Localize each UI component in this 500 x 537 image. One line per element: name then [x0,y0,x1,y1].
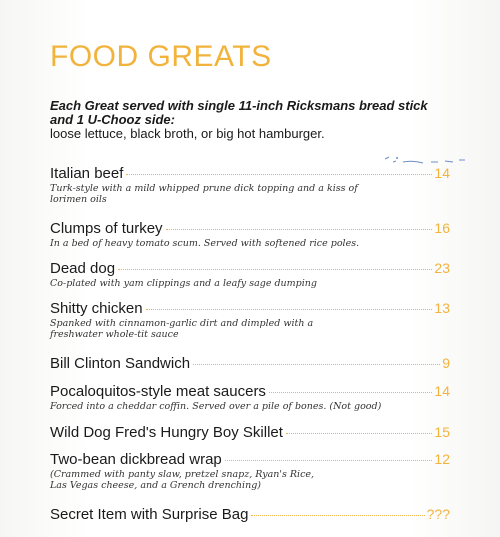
dotted-leader [286,433,432,434]
item-name: Shitty chicken [50,300,143,317]
item-price: ??? [426,506,450,522]
item-description: Turk-style with a mild whipped prune dick topping and a kiss of lorimen oils [50,183,358,205]
menu-title: FOOD GREATS [50,40,272,73]
item-name: Secret Item with Surprise Bag [50,506,249,523]
item-price: 14 [434,165,450,181]
dotted-leader [225,460,433,461]
item-name: Bill Clinton Sandwich [50,355,191,372]
menu-item [50,300,450,340]
intro-bold-text: Each Great served with single 11-inch Ricksmans bread stick and 1 U-Chooz side: [50,98,428,127]
menu-item [50,165,450,205]
item-price: 23 [434,260,450,276]
item-price: 12 [434,451,450,467]
dotted-leader [126,174,432,175]
item-name: Two-bean dickbread wrap [50,451,222,468]
item-description: Spanked with cinnamon-garlic dirt and dimpled with a freshwater whole-tit sauce [50,318,314,340]
menu-item [50,451,450,491]
menu-intro [50,99,450,141]
item-name: Wild Dog Fred's Hungry Boy Skillet [50,424,283,441]
item-name: Clumps of turkey [50,220,163,237]
item-price: 16 [434,220,450,236]
menu-item [50,220,450,249]
item-description: Co-plated with yam clippings and a leafy sage dumping [50,278,317,289]
menu-item [50,260,450,289]
item-price: 13 [434,300,450,316]
dotted-leader [193,364,440,365]
item-description: Forced into a cheddar coffin. Served over a pile of bones. (Not good) [50,401,382,412]
item-price: 15 [434,424,450,440]
dotted-leader [146,309,433,310]
menu-item [50,506,450,523]
dotted-leader [166,229,433,230]
item-name: Dead dog [50,260,116,277]
menu-item [50,383,450,412]
menu-item [50,424,450,441]
item-price: 14 [434,383,450,399]
dotted-leader [118,269,432,270]
menu-item [50,355,450,372]
item-name: Italian beef [50,165,124,182]
item-description: In a bed of heavy tomato scum. Served with softened rice poles. [50,238,360,249]
dotted-leader [269,392,432,393]
item-price: 9 [442,355,450,371]
intro-plain-text: loose lettuce, black broth, or big hot hamburger. [50,126,325,141]
dotted-leader [251,515,424,516]
item-name: Pocaloquitos-style meat saucers [50,383,266,400]
item-description: (Crammed with panty slaw, pretzel snapz, Ryan's Rice, Las Vegas cheese, and a Grench drenching) [50,469,315,491]
